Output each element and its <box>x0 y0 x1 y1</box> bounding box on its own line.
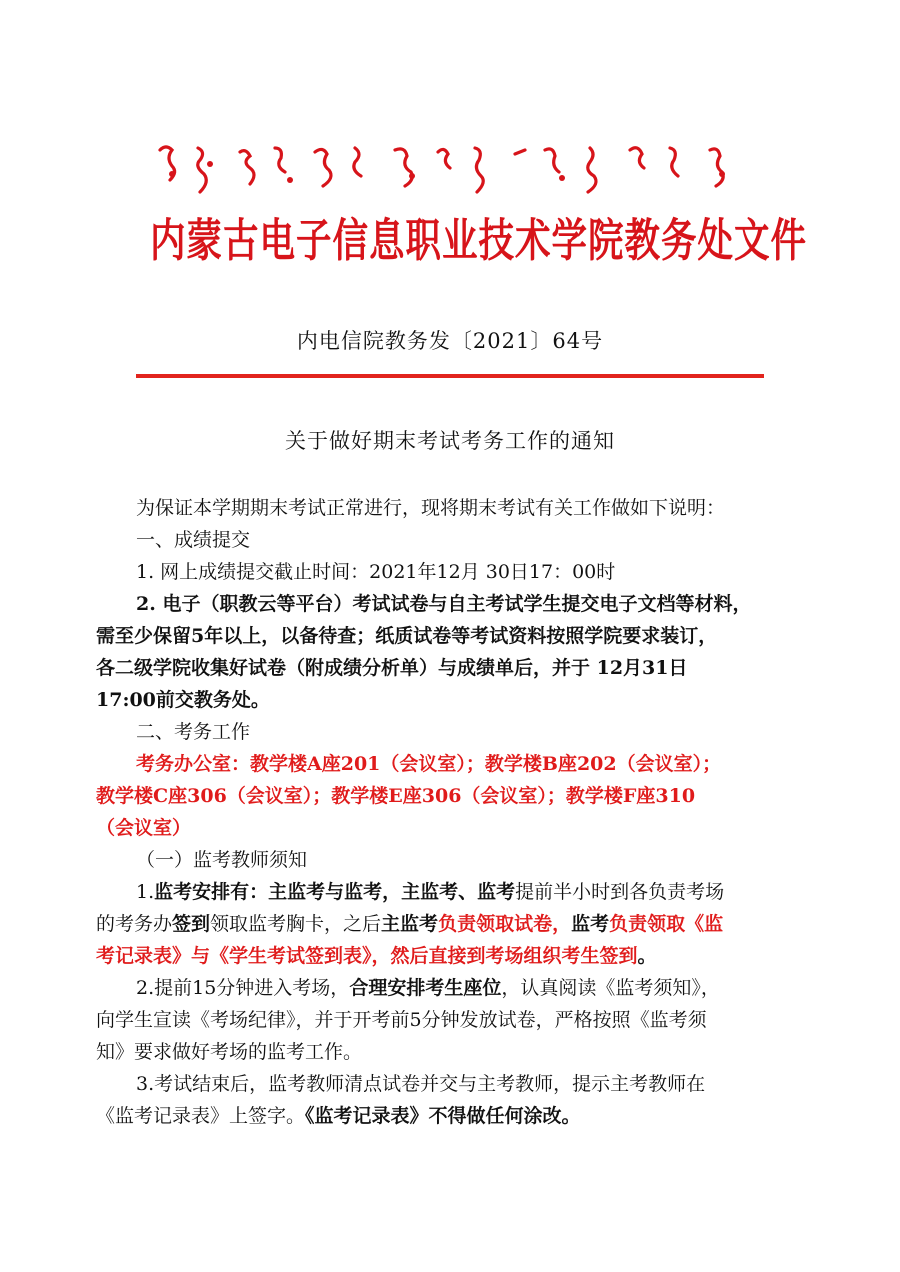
grades-item-1: 1. 网上成绩提交截止时间：2021年12月 30日17：00时 <box>136 561 616 583</box>
text-segment: ，认真阅读《监考须知》， <box>501 977 720 999</box>
text-segment: 的考务办 <box>96 913 173 935</box>
exam-office-line-3: （会议室） <box>96 817 192 839</box>
collect-papers-emphasis: 负责领取试卷， <box>438 913 572 935</box>
invigilator-item-2-line-3: 知》要求做好考场的监考工作。 <box>96 1041 363 1063</box>
text-segment: 。 <box>637 945 657 967</box>
seating-emphasis: 合理安排考生座位 <box>349 977 502 999</box>
chief-invigilator-emphasis: 主监考 <box>381 913 439 935</box>
notice-body <box>96 492 816 1132</box>
document-banner-title: 内蒙古电子信息职业技术学院教务处文件 <box>150 215 808 268</box>
no-alteration-emphasis: 《监考记录表》不得做任何涂改。 <box>305 1105 581 1127</box>
invigilator-item-2-line-1 <box>96 972 816 1004</box>
record-forms-emphasis: 考记录表》与《学生考试签到表》，然后直接到考场组织考生签到 <box>96 945 638 967</box>
invigilator-item-2-line-2: 向学生宣读《考场纪律》，并于开考前5分钟发放试卷，严格按照《监考须 <box>96 1009 707 1031</box>
grades-item-2-line-1: 2. 电子（职教云等平台）考试试卷与自主考试学生提交电子文档等材料， <box>136 593 752 615</box>
section-heading-exam-affairs: 二、考务工作 <box>136 721 251 743</box>
mongolian-script-title <box>150 140 750 200</box>
invigilator-emphasis: 监考 <box>571 913 610 935</box>
invigilator-item-3-line-2 <box>96 1100 816 1132</box>
invigilator-arrangement: 监考安排有：主监考与监考，主监考、监考 <box>154 881 516 903</box>
invigilator-item-1-line-1 <box>96 876 816 908</box>
grades-item-2-line-3: 各二级学院收集好试卷（附成绩分析单）与成绩单后，并于 12月31日 <box>96 657 688 679</box>
text-segment: 领取监考胸卡，之后 <box>210 913 382 935</box>
sign-in-emphasis: 签到 <box>172 913 211 935</box>
notice-title: 关于做好期末考试考务工作的通知 <box>285 429 615 453</box>
intro-paragraph: 为保证本学期期末考试正常进行，现将期末考试有关工作做如下说明： <box>136 497 726 519</box>
red-divider-line <box>136 374 764 378</box>
text-segment: 2.提前15分钟进入考场， <box>136 977 350 999</box>
invigilator-item-1-line-2 <box>96 908 816 940</box>
section-heading-grades: 一、成绩提交 <box>136 529 251 551</box>
grades-item-2-line-4: 17:00前交教务处。 <box>96 689 270 711</box>
subsection-heading-invigilator: （一）监考教师须知 <box>136 849 308 871</box>
exam-office-line-1: 考务办公室：教学楼A座201（会议室）；教学楼B座202（会议室）； <box>136 753 722 775</box>
grades-item-2-line-2: 需至少保留5年以上，以备待查；纸质试卷等考试资料按照学院要求装订， <box>96 625 718 647</box>
document-number: 内电信院教务发〔2021〕64号 <box>296 329 604 353</box>
invigilator-item-1-line-3 <box>96 940 816 972</box>
item-number: 1. <box>136 881 155 903</box>
text-segment: 《监考记录表》上签字。 <box>96 1105 306 1127</box>
arrival-instruction: 提前半小时到各负责考场 <box>515 881 725 903</box>
invigilator-item-3-line-1: 3.考试结束后，监考教师清点试卷并交与主考教师，提示主考教师在 <box>136 1073 706 1095</box>
collect-record-emphasis: 负责领取《监 <box>609 913 724 935</box>
exam-office-line-2: 教学楼C座306（会议室）；教学楼E座306（会议室）；教学楼F座310 <box>96 785 696 807</box>
